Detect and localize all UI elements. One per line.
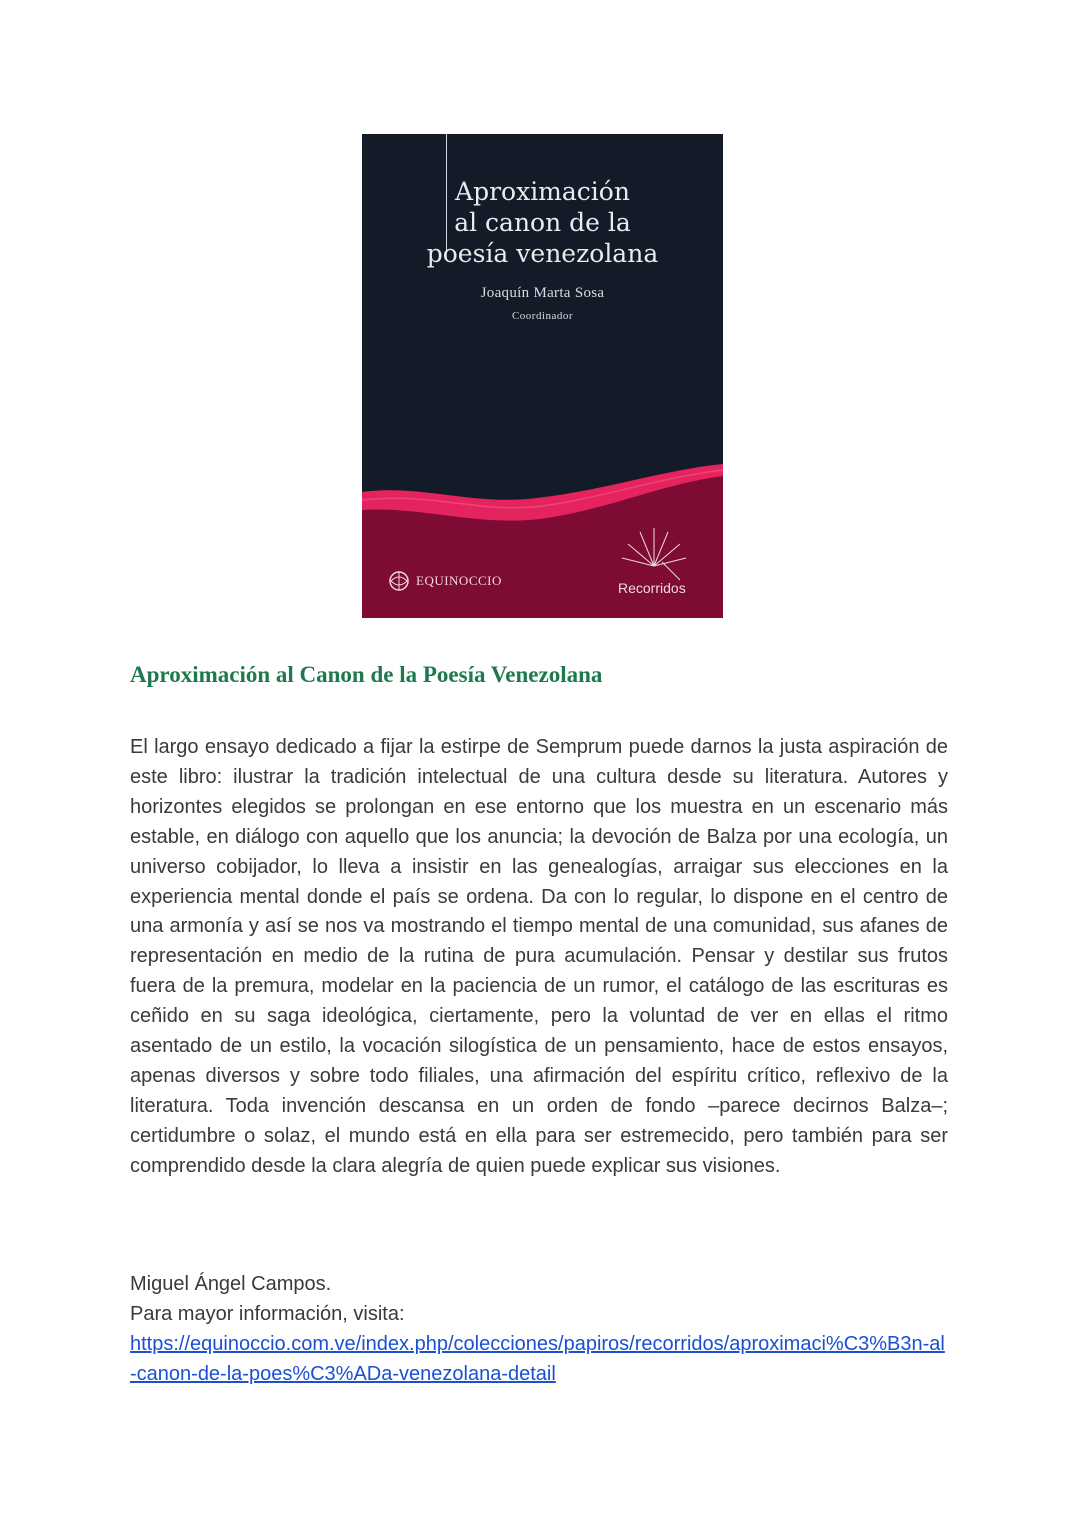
sunburst-icon xyxy=(614,522,700,582)
info-link[interactable]: https://equinoccio.com.ve/index.php/colecciones/papiros/recorridos/aproximaci%C3%B3n-al-canon-de-la-poes%C3%ADa-venezolana-detail xyxy=(130,1333,945,1385)
cover-title-line: al canon de la xyxy=(454,208,631,237)
article-heading: Aproximación al Canon de la Poesía Venezolana xyxy=(130,662,603,687)
cover-author: Joaquín Marta Sosa xyxy=(480,285,605,301)
info-label: Para mayor información, visita: xyxy=(130,1303,405,1325)
book-cover xyxy=(362,134,723,618)
cover-title xyxy=(362,176,723,269)
collection-logo xyxy=(614,522,700,602)
publisher-logo xyxy=(386,568,502,594)
cover-title-line: Aproximación xyxy=(455,177,630,206)
cover-role: Coordinador xyxy=(511,310,574,322)
equinoccio-emblem-icon xyxy=(386,570,412,592)
publisher-name: EQUINOCCIO xyxy=(416,573,502,588)
cover-title-line: poesía venezolana xyxy=(426,239,659,268)
article-body: El largo ensayo dedicado a fijar la estirpe de Semprum puede darnos la justa aspiración de este libro: ilustrar la tradición intelectual de una cultura desde su literatura. Autores y horizontes elegidos se prolongan en ese entorno que los muestra en un escenario más estable, en diálogo con aquello que los anuncia; la devoción de Balza por una ecología, un universo cobijador, lo lleva a insistir en las genealogías, arraigar sus elecciones en la experiencia mental donde el país se ordena. Da con lo regular, lo dispone en el centro de una armonía y así se nos va mostrando el tiempo mental de una comunidad, sus afanes de representación en medio de la rutina de pura acumulación. Pensar y destilar sus frutos fuera de la premura, modelar en la paciencia de un rumor, el catálogo de las escrituras es ceñido en su saga ideológica, ciertamente, pero la voluntad de ver en ellas el ritmo asentado de un estilo, la vocación silogística de un pensamiento, hace de estos ensayos, apenas diversos y sobre todo filiales, una afirmación del espíritu crítico, reflexivo de la literatura. Toda invención descansa en un orden de fondo –parece decirnos Balza–; certidumbre o solaz, el mundo está en ella para ser estremecido, pero también para ser comprendido desde la clara alegría de quien puede explicar sus visiones. xyxy=(130,736,948,1177)
collection-name: Recorridos xyxy=(618,580,686,596)
article-signature: Miguel Ángel Campos. xyxy=(130,1273,332,1295)
